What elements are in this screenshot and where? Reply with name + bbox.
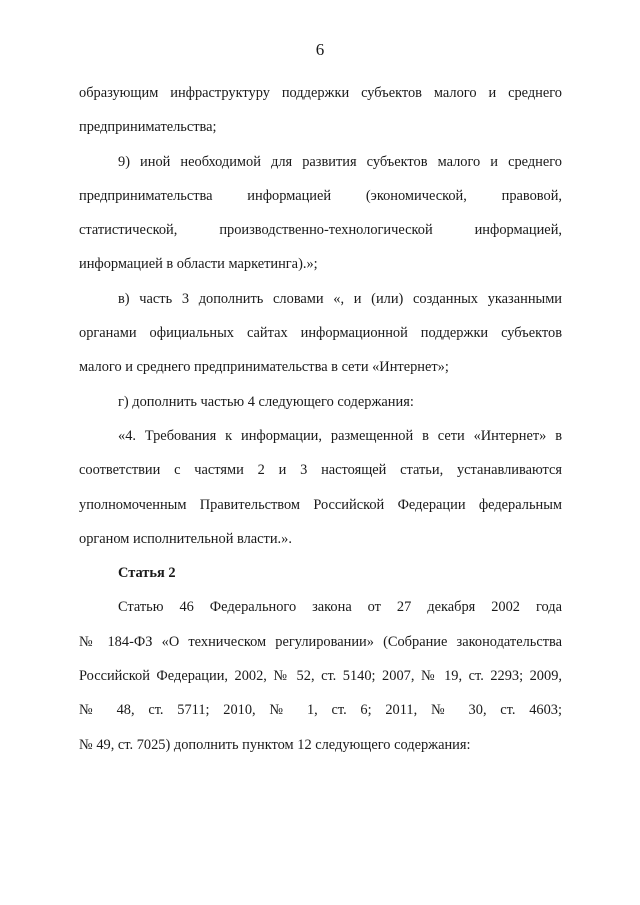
text-line: предпринимательства информацией (экономической, правовой, <box>79 187 562 204</box>
paragraph-item-v <box>79 282 562 385</box>
text-line: органами официальных сайтах информационной поддержки субъектов <box>79 325 562 342</box>
paragraph-article-2 <box>79 590 562 761</box>
text-line: статистической, производственно-технологической информацией, <box>79 222 562 239</box>
text-line: информацией в области маркетинга).»; <box>79 256 318 273</box>
text-line: предпринимательства; <box>79 119 217 136</box>
document-body <box>79 76 562 762</box>
text-line: Российской Федерации, 2002, № 52, ст. 5140; 2007, № 19, ст. 2293; 2009, <box>79 668 562 685</box>
paragraph-quote-4 <box>79 419 562 556</box>
text-line: № 49, ст. 7025) дополнить пунктом 12 следующего содержания: <box>79 736 471 753</box>
text-line: № 184-ФЗ «О техническом регулировании» (Собрание законодательства <box>79 633 562 650</box>
paragraph-item-9 <box>79 145 562 282</box>
text-line: № 48, ст. 5711; 2010, № 1, ст. 6; 2011, № 30, ст. 4603; <box>79 702 562 719</box>
text-line: 9) иной необходимой для развития субъектов малого и среднего <box>118 153 562 170</box>
text-line: органом исполнительной власти.». <box>79 530 292 547</box>
page-number: 6 <box>315 40 325 59</box>
paragraph-item-g <box>79 385 562 419</box>
text-line: в) часть 3 дополнить словами «, и (или) созданных указанными <box>118 290 562 307</box>
text-line: «4. Требования к информации, размещенной в сети «Интернет» в <box>118 427 562 444</box>
text-line: уполномоченным Правительством Российской Федерации федеральным <box>79 496 562 513</box>
text-line: малого и среднего предпринимательства в сети «Интернет»; <box>79 359 449 376</box>
text-line: г) дополнить частью 4 следующего содержания: <box>118 393 414 410</box>
text-line: Статью 46 Федерального закона от 27 декабря 2002 года <box>118 599 562 616</box>
text-line: образующим инфраструктуру поддержки субъектов малого и среднего <box>79 85 562 101</box>
text-line: соответствии с частями 2 и 3 настоящей статьи, устанавливаются <box>79 462 562 479</box>
paragraph-continuation <box>79 76 562 145</box>
article-heading: Статья 2 <box>118 565 176 582</box>
